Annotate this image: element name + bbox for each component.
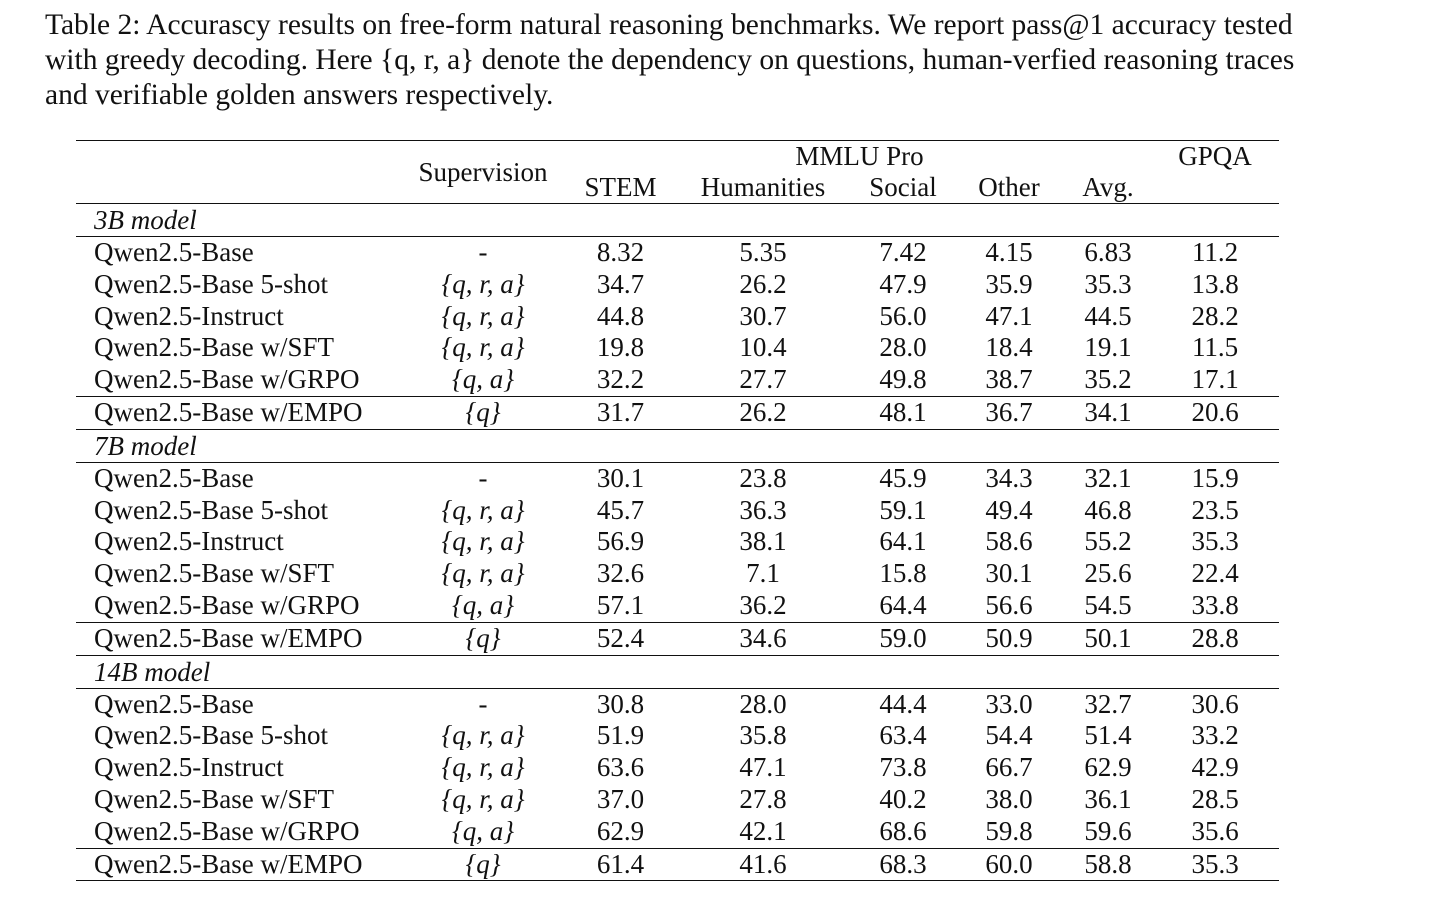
section-label: 14B model [94,656,211,687]
social-cell: 49.8 [879,364,927,395]
avg-cell: 19.1 [1084,332,1132,363]
model-name: Qwen2.5-Instruct [94,752,284,783]
stem-cell: 8.32 [596,237,645,267]
social-cell: 56.0 [879,300,927,331]
humanities-cell: 26.2 [739,396,787,427]
supervision-cell: {q} [465,848,501,879]
model-name: Qwen2.5-Base 5-shot [94,494,328,525]
humanities-cell: 27.8 [739,783,787,814]
supervision-cell: {q, r, a} [441,783,525,814]
header-model-blank [76,141,398,172]
stem-cell: 32.2 [596,364,645,395]
gpqa-cell: 28.2 [1191,300,1239,331]
humanities-cell: 35.8 [739,720,787,751]
gpqa-cell: 42.9 [1191,752,1239,783]
social-cell: 48.1 [879,396,927,427]
other-cell: 36.7 [985,396,1033,427]
section-label: 7B model [94,430,197,461]
avg-cell: 58.8 [1084,848,1132,879]
other-cell: 4.15 [985,237,1033,267]
avg-cell: 36.1 [1084,783,1132,814]
supervision-cell: {q, a} [451,589,515,620]
humanities-cell: 36.2 [739,589,787,620]
header-row-2 [76,171,1279,204]
humanities-cell: 30.7 [739,300,787,331]
stem-cell: 44.8 [596,300,645,331]
other-cell: 38.7 [985,364,1033,395]
other-cell: 18.4 [985,332,1033,363]
avg-cell: 25.6 [1084,558,1132,589]
social-cell: 64.1 [879,526,927,557]
header-row-1 [76,141,1279,172]
table-caption: Table 2: Accurascy results on free-form natural reasoning benchmarks. We report pass@1 accuracy tested with greedy decoding. Here {q, r, a} denote the dependency on questions, human-verfied reasoning traces and verifiable golden answers respectively. [45,9,1295,111]
other-cell: 50.9 [985,622,1033,653]
supervision-cell: {q, r, a} [441,332,525,363]
model-name: Qwen2.5-Instruct [94,526,284,557]
social-cell: 40.2 [879,783,927,814]
stem-cell: 32.6 [596,558,645,589]
gpqa-cell: 20.6 [1191,396,1239,427]
section-row [76,655,1279,688]
table-body [76,204,1279,881]
table-row [76,332,1279,364]
header-stem: STEM [584,172,657,202]
humanities-cell: 34.6 [739,622,787,653]
avg-cell: 44.5 [1084,300,1132,331]
humanities-cell: 27.7 [739,364,787,395]
model-name: Qwen2.5-Base 5-shot [94,720,328,751]
model-name: Qwen2.5-Base w/EMPO [94,848,363,879]
stem-cell: 56.9 [596,526,645,557]
table-row [76,269,1279,301]
table-row [76,526,1279,558]
table-row [76,784,1279,816]
humanities-cell: 41.6 [739,848,787,879]
model-name: Qwen2.5-Base w/SFT [94,783,334,814]
stem-cell: 52.4 [596,622,645,653]
humanities-cell: 5.35 [739,237,787,267]
social-cell: 59.1 [879,494,927,525]
table-row [76,622,1279,655]
avg-cell: 46.8 [1084,494,1132,525]
supervision-cell: {q} [465,622,501,653]
other-cell: 30.1 [985,558,1033,589]
model-name: Qwen2.5-Instruct [94,300,284,331]
other-cell: 59.8 [985,815,1033,846]
social-cell: 68.3 [879,848,927,879]
social-cell: 44.4 [879,688,927,719]
gpqa-cell: 35.6 [1191,815,1239,846]
other-cell: 35.9 [985,268,1033,299]
avg-cell: 59.6 [1084,815,1132,846]
avg-cell: 35.3 [1084,268,1132,299]
avg-cell: 62.9 [1084,752,1132,783]
stem-cell: 61.4 [596,848,645,879]
supervision-cell: {q, r, a} [441,494,525,525]
stem-cell: 37.0 [596,783,645,814]
supervision-cell: {q, r, a} [441,558,525,589]
table-row [76,688,1279,720]
gpqa-cell: 11.2 [1191,237,1239,267]
table-row [76,558,1279,590]
stem-cell: 45.7 [596,494,645,525]
table-row [76,364,1279,396]
model-name: Qwen2.5-Base 5-shot [94,268,328,299]
social-cell: 28.0 [879,332,927,363]
gpqa-cell: 33.2 [1191,720,1239,751]
avg-cell: 54.5 [1084,589,1132,620]
avg-cell: 34.1 [1084,396,1132,427]
stem-cell: 31.7 [596,396,645,427]
other-cell: 60.0 [985,848,1033,879]
social-cell: 59.0 [879,622,927,653]
other-cell: 49.4 [985,494,1033,525]
header-supervision: Supervision [418,157,548,187]
supervision-cell: {q, r, a} [441,300,525,331]
results-table [76,140,1279,881]
gpqa-cell: 23.5 [1191,494,1239,525]
other-cell: 34.3 [985,462,1033,493]
header-blank [76,171,398,204]
humanities-cell: 28.0 [739,688,787,719]
other-cell: 33.0 [985,688,1033,719]
model-name: Qwen2.5-Base w/SFT [94,558,334,589]
other-cell: 58.6 [985,526,1033,557]
supervision-cell: {q, r, a} [441,526,525,557]
model-name: Qwen2.5-Base [94,462,254,493]
stem-cell: 30.1 [596,462,645,493]
other-cell: 66.7 [985,752,1033,783]
other-cell: 38.0 [985,783,1033,814]
humanities-cell: 36.3 [739,494,787,525]
header-humanities: Humanities [700,172,826,202]
section-row [76,429,1279,462]
social-cell: 64.4 [879,589,927,620]
stem-cell: 51.9 [596,720,645,751]
avg-cell: 35.2 [1084,364,1132,395]
table-row [76,816,1279,848]
stem-cell: 63.6 [596,752,645,783]
section-label: 3B model [94,205,197,235]
social-cell: 7.42 [879,237,927,267]
model-name: Qwen2.5-Base w/GRPO [94,815,360,846]
header-mmlu-pro: MMLU Pro [795,141,924,171]
stem-cell: 57.1 [596,589,645,620]
gpqa-cell: 11.5 [1191,332,1239,363]
avg-cell: 50.1 [1084,622,1132,653]
gpqa-cell: 17.1 [1191,364,1239,395]
gpqa-cell: 15.9 [1191,462,1239,493]
humanities-cell: 38.1 [739,526,787,557]
humanities-cell: 7.1 [746,558,780,589]
humanities-cell: 47.1 [739,752,787,783]
model-name: Qwen2.5-Base w/GRPO [94,364,360,395]
stem-cell: 34.7 [596,268,645,299]
social-cell: 63.4 [879,720,927,751]
other-cell: 56.6 [985,589,1033,620]
table-row [76,720,1279,752]
header-gpqa-blank [1151,171,1279,204]
avg-cell: 32.1 [1084,462,1132,493]
model-name: Qwen2.5-Base w/GRPO [94,589,360,620]
humanities-cell: 10.4 [739,332,787,363]
section-row [76,204,1279,237]
table-row [76,590,1279,622]
table-row [76,495,1279,527]
supervision-cell: {q, a} [451,815,515,846]
social-cell: 68.6 [879,815,927,846]
model-name: Qwen2.5-Base [94,237,254,267]
humanities-cell: 42.1 [739,815,787,846]
table-row [76,237,1279,269]
table-row [76,752,1279,784]
avg-cell: 55.2 [1084,526,1132,557]
gpqa-cell: 35.3 [1191,848,1239,879]
gpqa-cell: 30.6 [1191,688,1239,719]
social-cell: 47.9 [879,268,927,299]
gpqa-cell: 13.8 [1191,268,1239,299]
gpqa-cell: 28.5 [1191,783,1239,814]
other-cell: 54.4 [985,720,1033,751]
header-social: Social [869,172,937,202]
model-name: Qwen2.5-Base w/SFT [94,332,334,363]
stem-cell: 19.8 [596,332,645,363]
gpqa-cell: 28.8 [1191,622,1239,653]
social-cell: 15.8 [879,558,927,589]
humanities-cell: 26.2 [739,268,787,299]
supervision-cell: {q, r, a} [441,752,525,783]
supervision-cell: {q, r, a} [441,268,525,299]
supervision-cell: {q} [465,396,501,427]
model-name: Qwen2.5-Base w/EMPO [94,622,363,653]
gpqa-cell: 22.4 [1191,558,1239,589]
table-row [76,396,1279,429]
stem-cell: 62.9 [596,815,645,846]
gpqa-cell: 33.8 [1191,589,1239,620]
header-avg: Avg. [1082,172,1134,202]
avg-cell: 32.7 [1084,688,1132,719]
humanities-cell: 23.8 [739,462,787,493]
gpqa-cell: 35.3 [1191,526,1239,557]
supervision-cell: - [478,462,488,493]
supervision-cell: - [478,688,488,719]
table-row [76,462,1279,494]
avg-cell: 6.83 [1084,237,1132,267]
stem-cell: 30.8 [596,688,645,719]
table-row [76,301,1279,333]
supervision-cell: {q, r, a} [441,720,525,751]
avg-cell: 51.4 [1084,720,1132,751]
header-other: Other [978,172,1040,202]
social-cell: 45.9 [879,462,927,493]
model-name: Qwen2.5-Base w/EMPO [94,396,363,427]
social-cell: 73.8 [879,752,927,783]
header-gpqa: GPQA [1178,141,1252,171]
other-cell: 47.1 [985,300,1033,331]
supervision-cell: {q, a} [451,364,515,395]
table-row [76,848,1279,881]
supervision-cell: - [478,237,488,267]
model-name: Qwen2.5-Base [94,688,254,719]
